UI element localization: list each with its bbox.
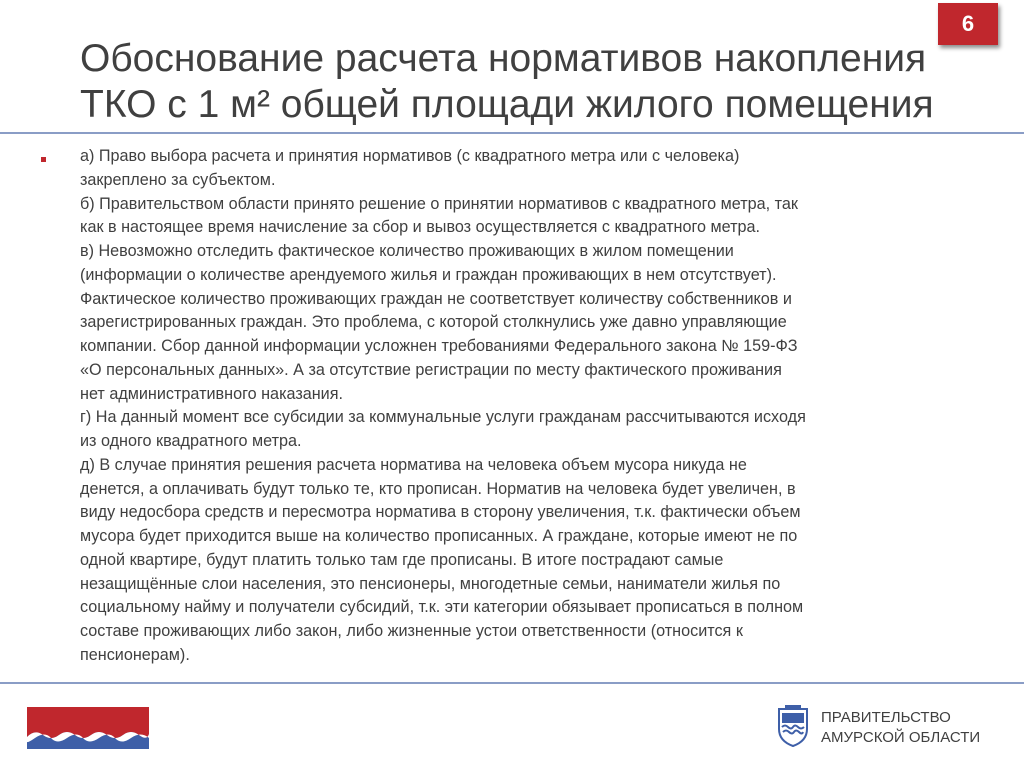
- body-line: Фактическое количество проживающих граждан не соответствует количеству собственников и: [80, 289, 792, 308]
- body-line: зарегистрированных граждан. Это проблема, с которой столкнулись уже давно управляющие: [80, 313, 787, 332]
- body-line: мусора будет приходится выше на количество прописанных. А граждане, которые имеют не по: [80, 527, 798, 545]
- emblem-crown: [785, 705, 801, 710]
- body-line: г) На данный момент все субсидии за коммунальные услуги гражданам рассчитываются исходя: [80, 408, 806, 427]
- government-name: [821, 708, 980, 748]
- slide-title: [80, 36, 980, 128]
- body-line: в) Невозможно отследить фактическое количество проживающих в жилом помещении: [80, 242, 734, 260]
- header-divider: [0, 132, 1024, 134]
- bullet-marker: [41, 157, 46, 162]
- body-line: одной квартире, будут платить только там где прописаны. В итоге пострадают самые: [80, 550, 724, 569]
- coat-of-arms-icon: [776, 705, 810, 747]
- body-line: составе проживающих либо закон, либо жизненные устои ответственности (относится к: [80, 622, 743, 640]
- government-name-line: ПРАВИТЕЛЬСТВО: [821, 709, 951, 726]
- body-line: как в настоящее время начисление за сбор и вывоз осуществляется с квадратного метра.: [80, 218, 761, 237]
- government-name-line: АМУРСКОЙ ОБЛАСТИ: [821, 729, 981, 746]
- title-line: Обоснование расчета нормативов накопления: [80, 37, 927, 80]
- body-line: из одного квадратного метра.: [80, 432, 302, 450]
- body-line: «О персональных данных». А за отсутствие регистрации по месту фактического проживания: [80, 360, 782, 379]
- body-line: закреплено за субъектом.: [80, 170, 276, 189]
- body-line: денется, а оплачивать будут только те, кто прописан. Норматив на человека будет увеличен, в: [80, 479, 796, 498]
- body-line: а) Право выбора расчета и принятия нормативов (с квадратного метра или с человека): [80, 147, 740, 165]
- body-line: незащищённые слои населения, это пенсионеры, многодетные семьи, наниматели жилья по: [80, 574, 781, 593]
- emblem-top-field: [782, 713, 804, 723]
- title-line: ТКО с 1 м² общей площади жилого помещения: [80, 83, 934, 126]
- body-text: [80, 145, 1000, 668]
- body-line: д) В случае принятия решения расчета норматива на человека объем мусора никуда не: [80, 455, 747, 474]
- amur-flag-icon: [27, 707, 149, 749]
- body-line: компании. Сбор данной информации усложнен требованиями Федерального закона № 159-ФЗ: [80, 337, 798, 355]
- body-line: (информации о количестве арендуемого жилья и граждан проживающих в нем отсутствует).: [80, 265, 777, 284]
- body-line: б) Правительством области принято решение о принятии нормативов с квадратного метра, так: [80, 194, 798, 213]
- footer-divider: [0, 682, 1024, 684]
- body-line: пенсионерам).: [80, 645, 190, 664]
- body-line: социальному найму и получатели субсидий, т.к. эти категории обязывает прописаться в полном: [80, 598, 804, 617]
- slide-number: 6: [961, 11, 975, 36]
- body-line: нет административного наказания.: [80, 384, 343, 403]
- body-line: виду недосбора средств и пересмотра норматива в сторону увеличения, т.к. фактически объем: [80, 503, 801, 522]
